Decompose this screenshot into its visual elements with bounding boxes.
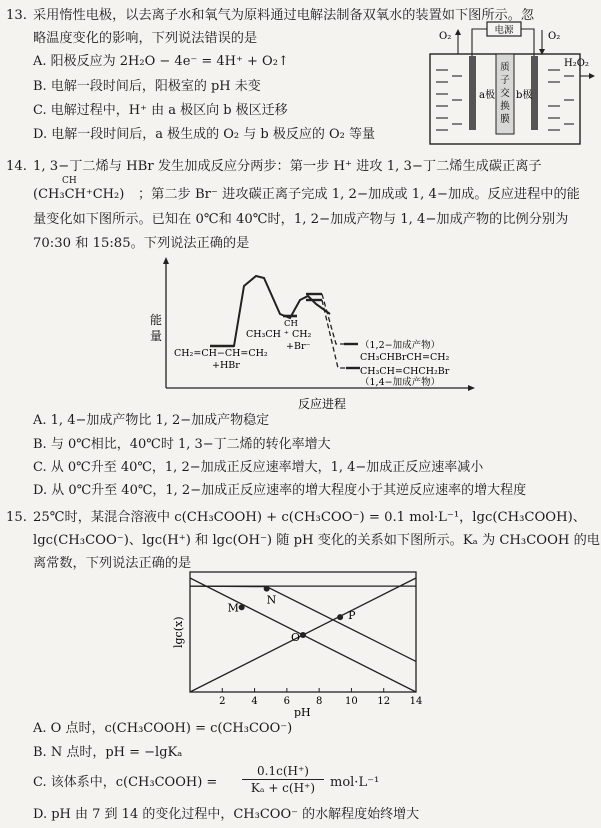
q13-stem-line1: 采用惰性电极，以去离子水和氧气为原料通过电解法制备双氧水的装置如下图所示。忽 bbox=[33, 8, 535, 23]
product-12-formula: CH₃CHBrCH=CH₂ bbox=[360, 352, 450, 363]
q15-option-c-numerator: 0.1c(H⁺) bbox=[242, 764, 324, 780]
q15-option-d: D. pH 由 7 到 14 的变化过程中，CH₃COO⁻ 的水解程度始终增大 bbox=[33, 807, 420, 822]
wire-right bbox=[521, 29, 534, 56]
q14-option-d: D. 从 0℃升至 40℃，1, 2−加成正反应速率的增大程度小于其逆反应速率的增大程度 bbox=[33, 483, 527, 498]
point-N bbox=[264, 586, 270, 592]
point-label-O: O bbox=[291, 631, 301, 644]
chart-xlabel: pH bbox=[294, 706, 311, 718]
membrane-char-3: 交 bbox=[500, 88, 510, 99]
b-pole-label: b极 bbox=[516, 90, 533, 101]
q15-stem-line3: 离常数，下列说法正确的是 bbox=[33, 556, 192, 571]
q15-option-c-prefix: C. 该体系中，c(CH₃COOH) = bbox=[33, 775, 218, 790]
q13-option-d: D. 电解一段时间后，a 极生成的 O₂ 与 b 极反应的 O₂ 等量 bbox=[33, 127, 375, 142]
wire-left bbox=[472, 29, 487, 56]
q13-option-b: B. 电解一段时间后，阳极室的 pH 未变 bbox=[33, 79, 261, 94]
x-tick-label-14: 14 bbox=[409, 696, 423, 707]
q14-option-b: B. 与 0℃相比，40℃时 1, 3−丁二烯的转化率增大 bbox=[33, 437, 331, 452]
q15-stem-line2: lgc(CH₃COO⁻)、lgc(H⁺) 和 lgc(OH⁻) 随 pH 变化的关系如下图所示。Kₐ 为 CH₃COOH 的电 bbox=[33, 533, 600, 548]
power-label: 电源 bbox=[494, 25, 514, 36]
product-12-name: （1,2−加成产物） bbox=[360, 340, 441, 351]
reactant-label: CH₂=CH−CH=CH₂ bbox=[174, 348, 268, 359]
energy-diagram bbox=[140, 256, 480, 414]
membrane-char-2: 子 bbox=[500, 75, 510, 86]
intermediate-label: CH₃CH ⁺ CH₂ bbox=[246, 329, 312, 340]
point-O bbox=[300, 632, 306, 638]
x-tick-label-12: 12 bbox=[377, 696, 391, 707]
q15-option-b: B. N 点时，pH = −lgKₐ bbox=[33, 745, 183, 760]
a-pole-label: a极 bbox=[479, 90, 495, 101]
x-tick-label-2: 2 bbox=[219, 696, 226, 707]
q14-stem-line3: 量变化如下图所示。已知在 0℃和 40℃时，1, 2−加成产物与 1, 4−加成产物的比例分别为 bbox=[33, 212, 569, 227]
axis-arrow-up-icon bbox=[163, 257, 169, 264]
membrane-char-4: 换 bbox=[500, 101, 510, 112]
q14-carbocation: (CH₃CH⁺CH₂) bbox=[33, 187, 125, 202]
energy-ylabel-2: 量 bbox=[150, 329, 163, 343]
point-label-N: N bbox=[266, 593, 277, 607]
q14-number: 14. bbox=[6, 159, 27, 174]
series-line-2 bbox=[190, 586, 416, 661]
product-14-name: （1,4−加成产物） bbox=[360, 377, 441, 388]
x-tick-label-6: 6 bbox=[283, 696, 291, 707]
q15-option-c-denominator: Kₐ + c(H⁺) bbox=[250, 781, 316, 795]
arrow-right-icon bbox=[589, 73, 595, 79]
electrode-a bbox=[469, 56, 476, 130]
q13-option-a: A. 阳极反应为 2H₂O − 4e⁻ = 4H⁺ + O₂↑ bbox=[33, 54, 289, 69]
chart-ticks-layer bbox=[219, 688, 422, 707]
lgc-ph-chart bbox=[170, 568, 430, 718]
x-tick-label-10: 10 bbox=[345, 696, 358, 707]
q14-stem-line4: 70:30 和 15:85。下列说法正确的是 bbox=[33, 236, 250, 251]
q15-stem-line1: 25℃时，某混合溶液中 c(CH₃COOH) + c(CH₃COO⁻) = 0.1 mol·L⁻¹，lgc(CH₃COOH)、 bbox=[33, 510, 586, 525]
chart-ylabel: lgc(x) bbox=[172, 616, 185, 648]
reactant-hbr-label: +HBr bbox=[212, 360, 240, 371]
q14-carbocation-top: CH bbox=[62, 176, 77, 186]
q14-option-c: C. 从 0℃升至 40℃，1, 2−加成正反应速率增大，1, 4−加成正反应速率减小 bbox=[33, 460, 484, 475]
q15-option-c-unit: mol·L⁻¹ bbox=[330, 775, 380, 790]
q14-stem-line1: 1, 3−丁二烯与 HBr 发生加成反应分两步：第一步 H⁺ 进攻 1, 3−丁二烯生成碳正离子 bbox=[33, 159, 542, 174]
product-14-formula: CH₃CH=CHCH₂Br bbox=[360, 366, 450, 377]
membrane-char-1: 质 bbox=[500, 62, 510, 73]
arrow-up-icon bbox=[455, 29, 461, 35]
q14-option-a: A. 1, 4−加成产物比 1, 2−加成产物稳定 bbox=[33, 413, 270, 428]
chart-points-layer bbox=[228, 586, 356, 644]
electrolysis-figure bbox=[424, 20, 600, 148]
x-tick-label-8: 8 bbox=[315, 696, 323, 707]
point-P bbox=[337, 614, 343, 620]
h2o2-label: H₂O₂ bbox=[564, 58, 589, 69]
energy-ylabel-1: 能 bbox=[150, 313, 163, 327]
x-tick-label-4: 4 bbox=[251, 696, 258, 707]
axis-arrow-right-icon bbox=[468, 385, 475, 391]
q14-stem-line2: ；第二步 Br⁻ 进攻碳正离子完成 1, 2−加成或 1, 4−加成。反应进程中的能 bbox=[138, 187, 580, 202]
intermediate-br-label: +Br⁻ bbox=[286, 341, 311, 352]
point-M bbox=[239, 604, 245, 610]
q13-stem-line2: 略温度变化的影响，下列说法错误的是 bbox=[33, 31, 258, 46]
q13-option-c: C. 电解过程中，H⁺ 由 a 极区向 b 极区迁移 bbox=[33, 103, 288, 118]
q15-option-a: A. O 点时，c(CH₃COOH) = c(CH₃COO⁻) bbox=[33, 721, 293, 736]
point-label-P: P bbox=[348, 609, 356, 623]
membrane-char-5: 膜 bbox=[500, 114, 510, 125]
q13-number: 13. bbox=[6, 8, 27, 23]
energy-xlabel: 反应进程 bbox=[298, 397, 347, 411]
o2-left-label: O₂ bbox=[439, 31, 452, 42]
intermediate-top-label: CH bbox=[284, 319, 298, 329]
q15-number: 15. bbox=[6, 510, 27, 525]
o2-right-label: O₂ bbox=[548, 31, 561, 42]
point-label-M: M bbox=[227, 601, 239, 615]
